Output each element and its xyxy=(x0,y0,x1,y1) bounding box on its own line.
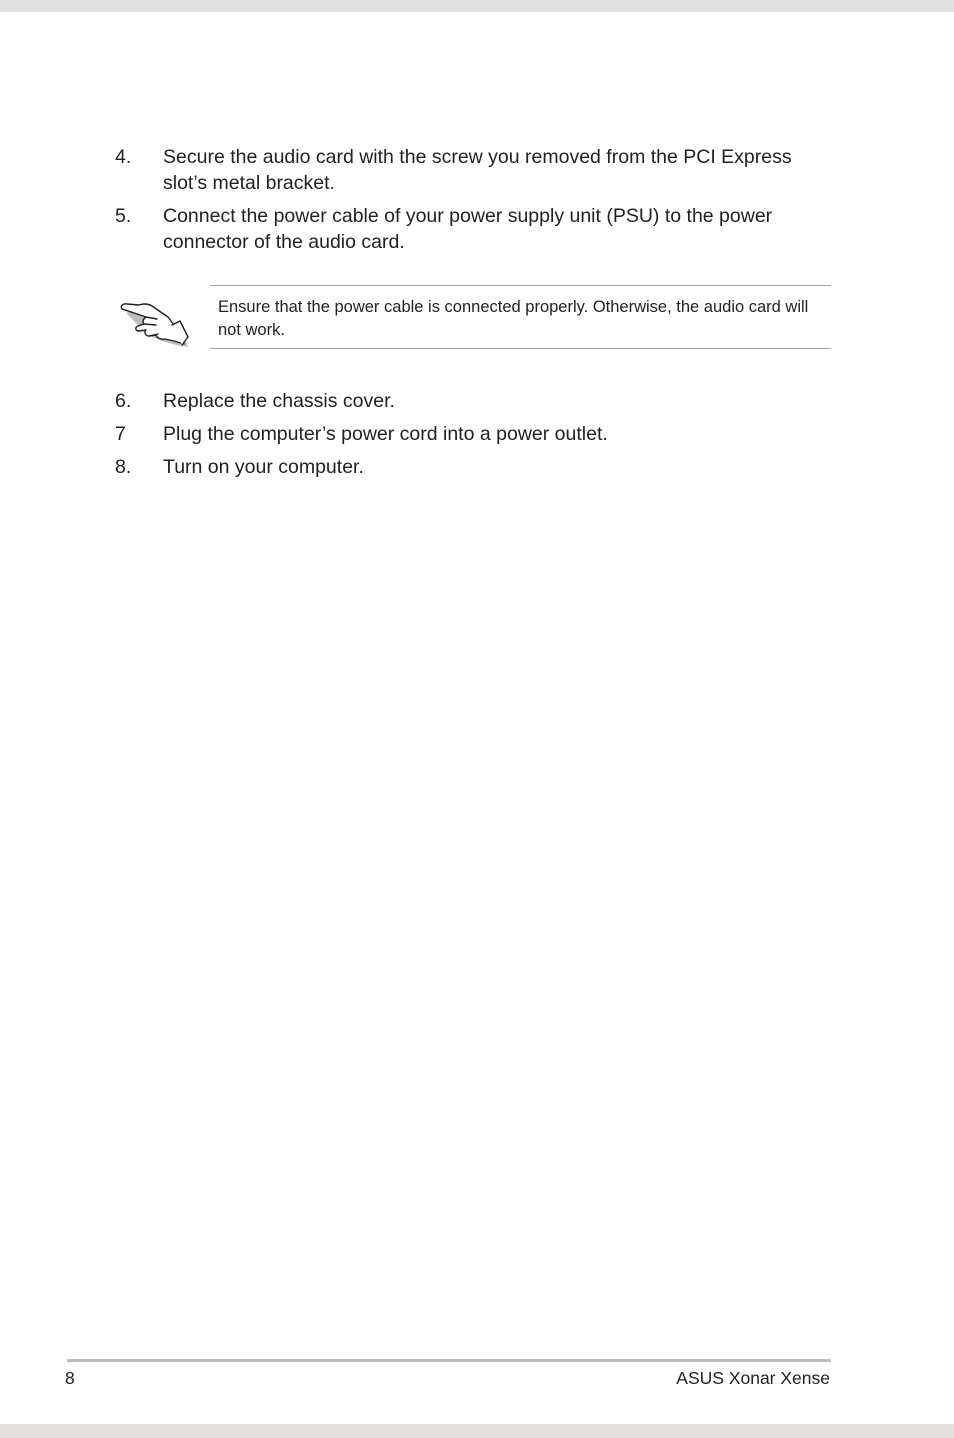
bottom-band xyxy=(0,1424,954,1438)
step-number: 7 xyxy=(115,423,126,445)
step-6 xyxy=(115,388,815,414)
step-text: Turn on your computer. xyxy=(163,456,364,478)
pointing-hand-icon xyxy=(116,293,190,349)
step-text: Connect the power cable of your power supply unit (PSU) to the power connector of the audio card. xyxy=(163,205,773,253)
page-number: 8 xyxy=(65,1368,75,1388)
step-number: 4. xyxy=(115,146,132,168)
step-number: 8. xyxy=(115,456,132,478)
top-band xyxy=(0,0,954,12)
document-title: ASUS Xonar Xense xyxy=(676,1368,830,1388)
step-8 xyxy=(115,454,815,480)
step-number: 5. xyxy=(115,205,132,227)
note-box xyxy=(210,285,831,349)
footer-rule xyxy=(67,1359,831,1362)
note-text: Ensure that the power cable is connected properly. Otherwise, the audio card will not work. xyxy=(218,298,809,339)
step-5 xyxy=(115,203,815,255)
step-4 xyxy=(115,144,815,196)
step-text: Secure the audio card with the screw you removed from the PCI Express slot’s metal bracket. xyxy=(163,146,792,194)
step-text: Replace the chassis cover. xyxy=(163,390,395,412)
step-text: Plug the computer’s power cord into a power outlet. xyxy=(163,423,608,445)
step-number: 6. xyxy=(115,390,132,412)
step-7 xyxy=(115,421,815,447)
